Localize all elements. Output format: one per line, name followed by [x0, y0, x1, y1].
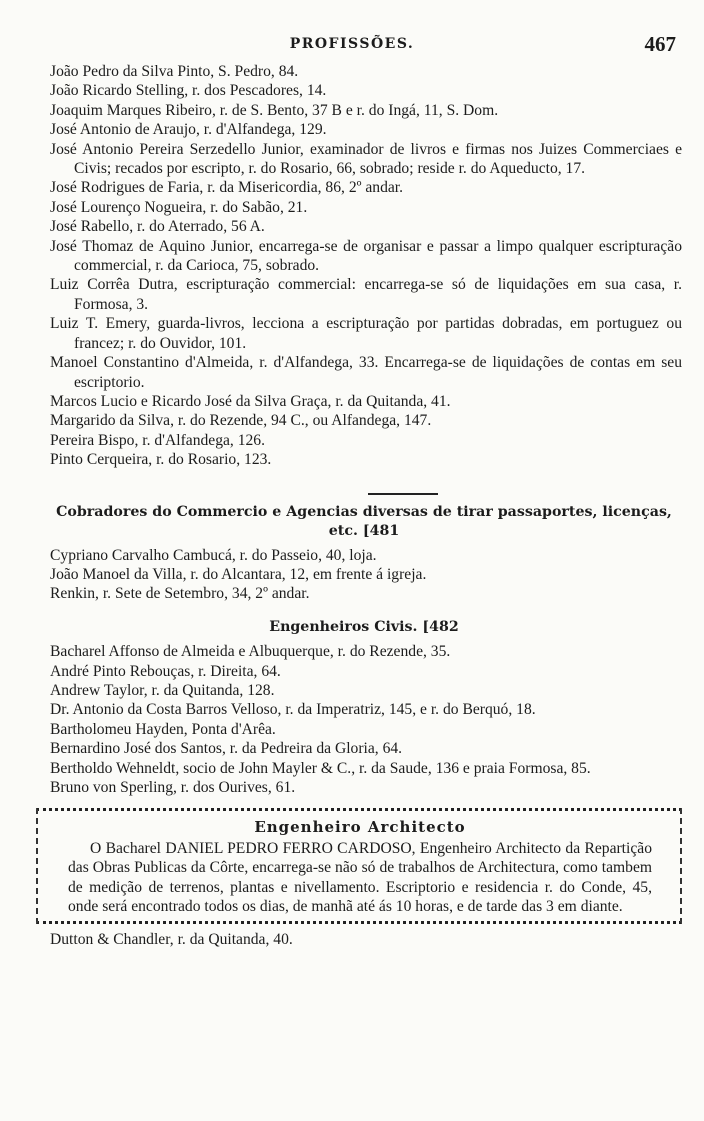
list-entry-final: Dutton & Chandler, r. da Quitanda, 40.: [50, 930, 293, 948]
list-entry: Manoel Constantino d'Almeida, r. d'Alfandega, 33. Encarrega-se de liquidações de contas em seu escriptorio.: [50, 354, 682, 391]
section-list-2: [50, 546, 682, 604]
section-divider: [368, 493, 438, 495]
list-entry: Luiz Corrêa Dutra, escripturação commercial: encarrega-se só de liquidações em sua casa, r. Formosa, 3.: [50, 276, 682, 313]
page-header: [0, 30, 704, 60]
list-entry: Pereira Bispo, r. d'Alfandega, 126.: [50, 431, 266, 449]
list-entry: Bruno von Sperling, r. dos Ourives, 61.: [50, 779, 296, 797]
advertisement-body: O Bacharel DANIEL PEDRO FERRO CARDOSO, Engenheiro Architecto da Repartição das Obras Publicas da Côrte, encarrega-se não só de trabalhos de Architectura, como tambem de medição de terrenos, plantas e nivellamento. Escriptorio e residencia r. do Conde, 45, onde será encontrado todos os dias, de manhã até ás 10 horas, e de tarde das 3 em diante.: [68, 839, 652, 916]
list-entry: Margarido da Silva, r. do Rezende, 94 C., ou Alfandega, 147.: [50, 412, 432, 430]
list-entry: Bacharel Affonso de Almeida e Albuquerque, r. do Rezende, 35.: [50, 643, 451, 661]
list-entry: José Antonio Pereira Serzedello Junior, examinador de livros e firmas nos Juizes Commerciaes e Civis; recados por escripto, r. do Rosario, 66, sobrado; reside r. do Aqueducto, 17.: [50, 140, 682, 178]
list-entry: André Pinto Rebouças, r. Direita, 64.: [50, 662, 281, 680]
list-entry: Dr. Antonio da Costa Barros Velloso, r. da Imperatriz, 145, e r. do Berquó, 18.: [50, 701, 536, 719]
advertisement-box: [36, 808, 682, 924]
list-entry: Andrew Taylor, r. da Quitanda, 128.: [50, 682, 275, 700]
section-list-1: [50, 62, 682, 470]
list-entry: Bernardino José dos Santos, r. da Pedreira da Gloria, 64.: [50, 740, 403, 758]
list-entry: Joaquim Marques Ribeiro, r. de S. Bento, 37 B e r. do Ingá, 11, S. Dom.: [50, 101, 499, 119]
list-entry: José Lourenço Nogueira, r. do Sabão, 21.: [50, 198, 308, 216]
list-entry: João Ricardo Stelling, r. dos Pescadores, 14.: [50, 82, 327, 100]
section-list-3: [50, 642, 682, 797]
section-heading-engenheiros: Engenheiros Civis. [482: [269, 618, 459, 635]
list-entry: Bertholdo Wehneldt, socio de John Mayler & C., r. da Saude, 136 e praia Formosa, 85.: [50, 759, 591, 777]
list-entry: José Rodrigues de Faria, r. da Misericordia, 86, 2º andar.: [50, 179, 404, 197]
list-entry: Marcos Lucio e Ricardo José da Silva Graça, r. da Quitanda, 41.: [50, 392, 451, 410]
text-column: [50, 62, 682, 949]
list-entry: João Manoel da Villa, r. do Alcantara, 12, em frente á igreja.: [50, 565, 427, 583]
list-entry: João Pedro da Silva Pinto, S. Pedro, 84.: [50, 63, 299, 80]
list-entry: Pinto Cerqueira, r. do Rosario, 123.: [50, 451, 272, 469]
running-head: PROFISSÕES.: [289, 36, 415, 52]
list-entry: Luiz T. Emery, guarda-livros, lecciona a escripturação por partidas dobradas, em portuguez ou francez; r. do Ouvidor, 101.: [50, 315, 682, 352]
page-number: 467: [644, 32, 676, 56]
list-entry: José Antonio de Araujo, r. d'Alfandega, 129.: [50, 121, 327, 139]
list-entry: Cypriano Carvalho Cambucá, r. do Passeio, 40, loja.: [50, 546, 377, 564]
advertisement-title: Engenheiro Architecto: [254, 817, 466, 836]
list-entry: José Thomaz de Aquino Junior, encarrega-se de organisar e passar a limpo qualquer escripturação commercial, r. da Carioca, 75, sobrado.: [50, 237, 682, 275]
list-entry: Bartholomeu Hayden, Ponta d'Arêa.: [50, 720, 276, 738]
section-heading-cobradores: Cobradores do Commercio e Agencias diversas de tirar passaportes, licenças, etc. [481: [56, 503, 672, 540]
list-entry: Renkin, r. Sete de Setembro, 34, 2º andar.: [50, 585, 310, 603]
list-entry: José Rabello, r. do Aterrado, 56 A.: [50, 218, 265, 236]
